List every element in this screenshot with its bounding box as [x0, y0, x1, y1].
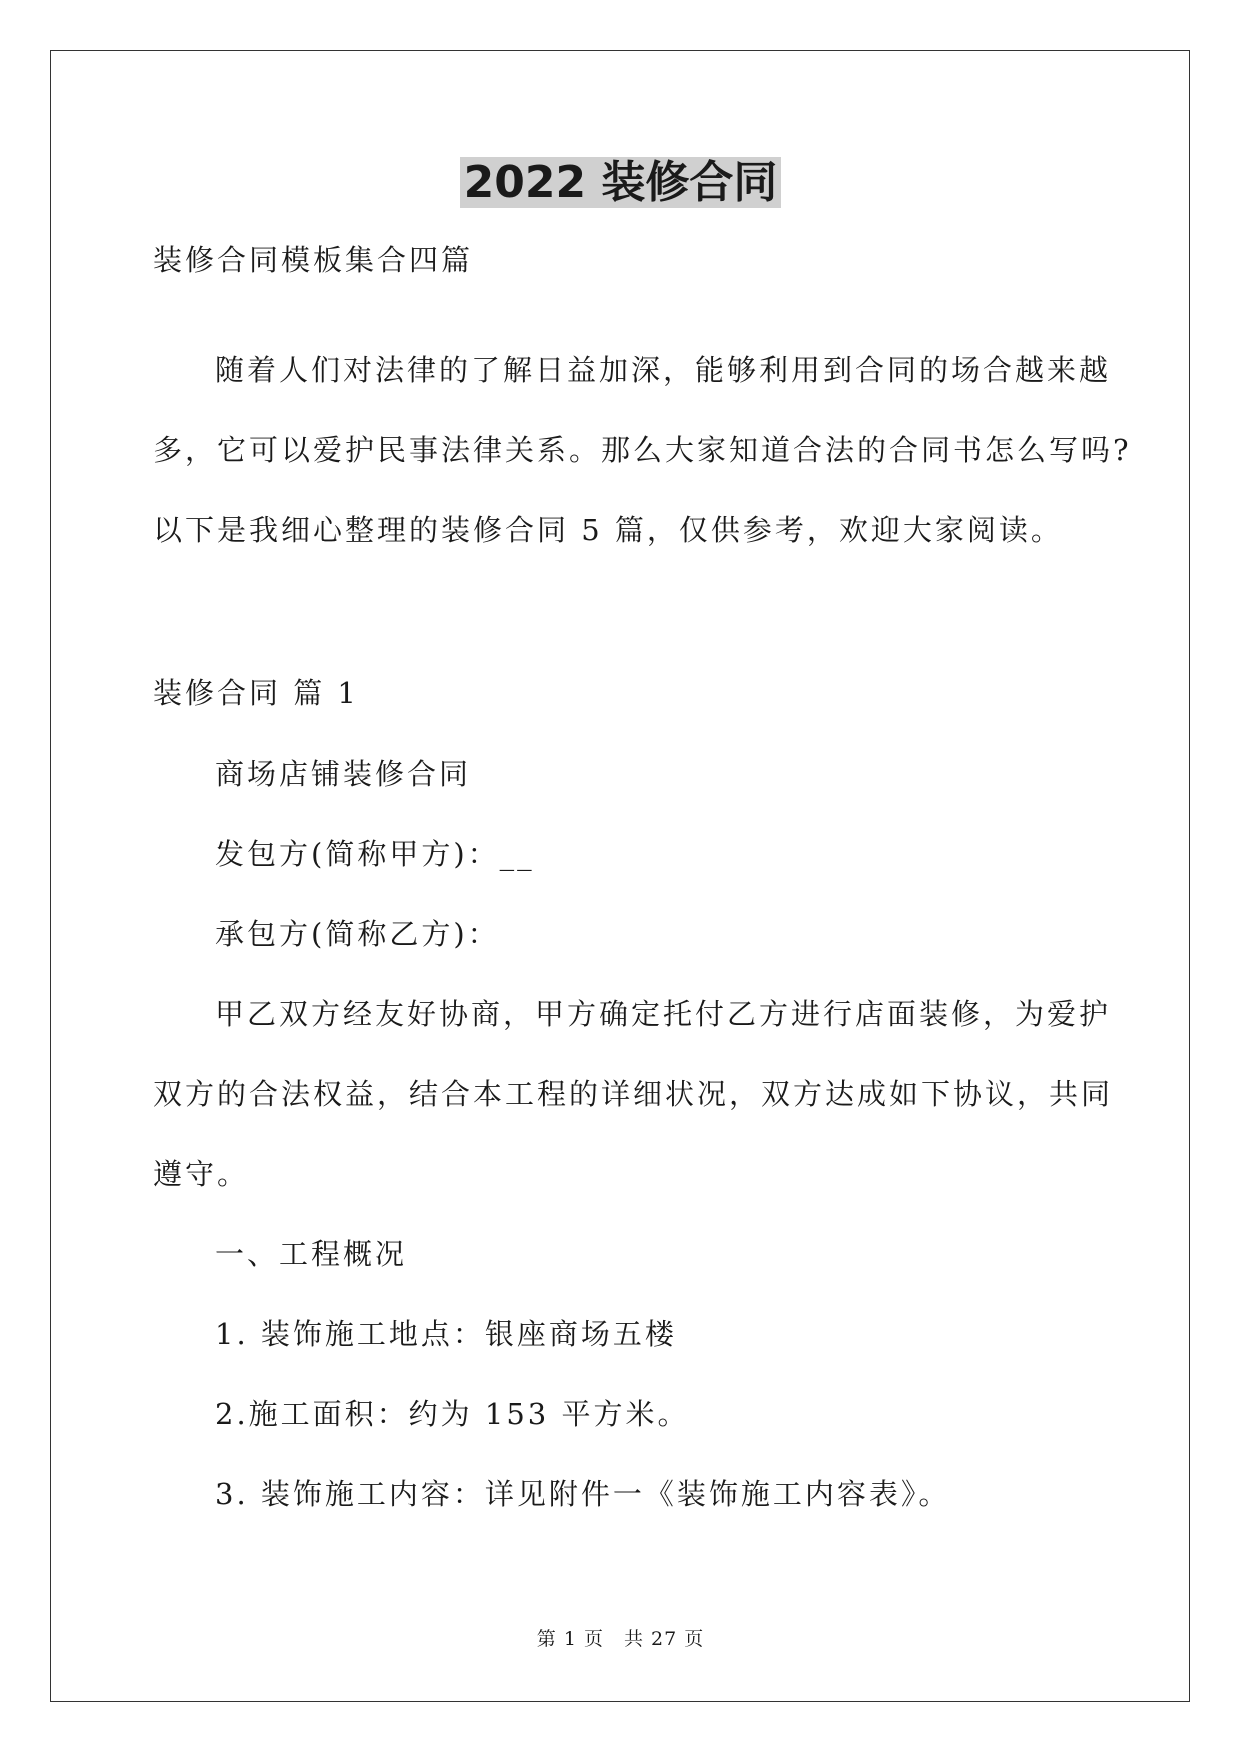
party-a-line: 发包方(简称甲方)：__: [215, 837, 535, 871]
item-2: 2.施工面积：约为 153 平方米。: [215, 1397, 690, 1431]
party-b-line: 承包方(简称乙方)：: [215, 917, 500, 951]
page-number-footer: 第 1 页 共 27 页: [536, 1628, 705, 1650]
subtitle: 装修合同模板集合四篇: [153, 243, 474, 277]
intro-line-1: 随着人们对法律的了解日益加深，能够利用到合同的场合越来越: [215, 353, 1112, 387]
preamble-line-3: 遵守。: [153, 1157, 250, 1191]
preamble-line-2: 双方的合法权益，结合本工程的详细状况，双方达成如下协议，共同: [153, 1077, 1114, 1111]
section-1-title: 一、工程概况: [215, 1237, 408, 1271]
intro-line-2: 多，它可以爱护民事法律关系。那么大家知道合法的合同书怎么写吗?: [153, 433, 1132, 467]
section-heading: 装修合同 篇 1: [153, 676, 359, 710]
page-border: [50, 50, 1190, 1702]
contract-name: 商场店铺装修合同: [215, 757, 472, 791]
document-title: 2022 装修合同: [0, 152, 1241, 214]
item-3: 3. 装饰施工内容：详见附件一《装饰施工内容表》。: [215, 1477, 951, 1511]
item-1: 1. 装饰施工地点：银座商场五楼: [215, 1317, 677, 1351]
intro-line-3: 以下是我细心整理的装修合同 5 篇，仅供参考，欢迎大家阅读。: [153, 513, 1063, 547]
preamble-line-1: 甲乙双方经友好协商，甲方确定托付乙方进行店面装修，为爱护: [215, 997, 1112, 1031]
